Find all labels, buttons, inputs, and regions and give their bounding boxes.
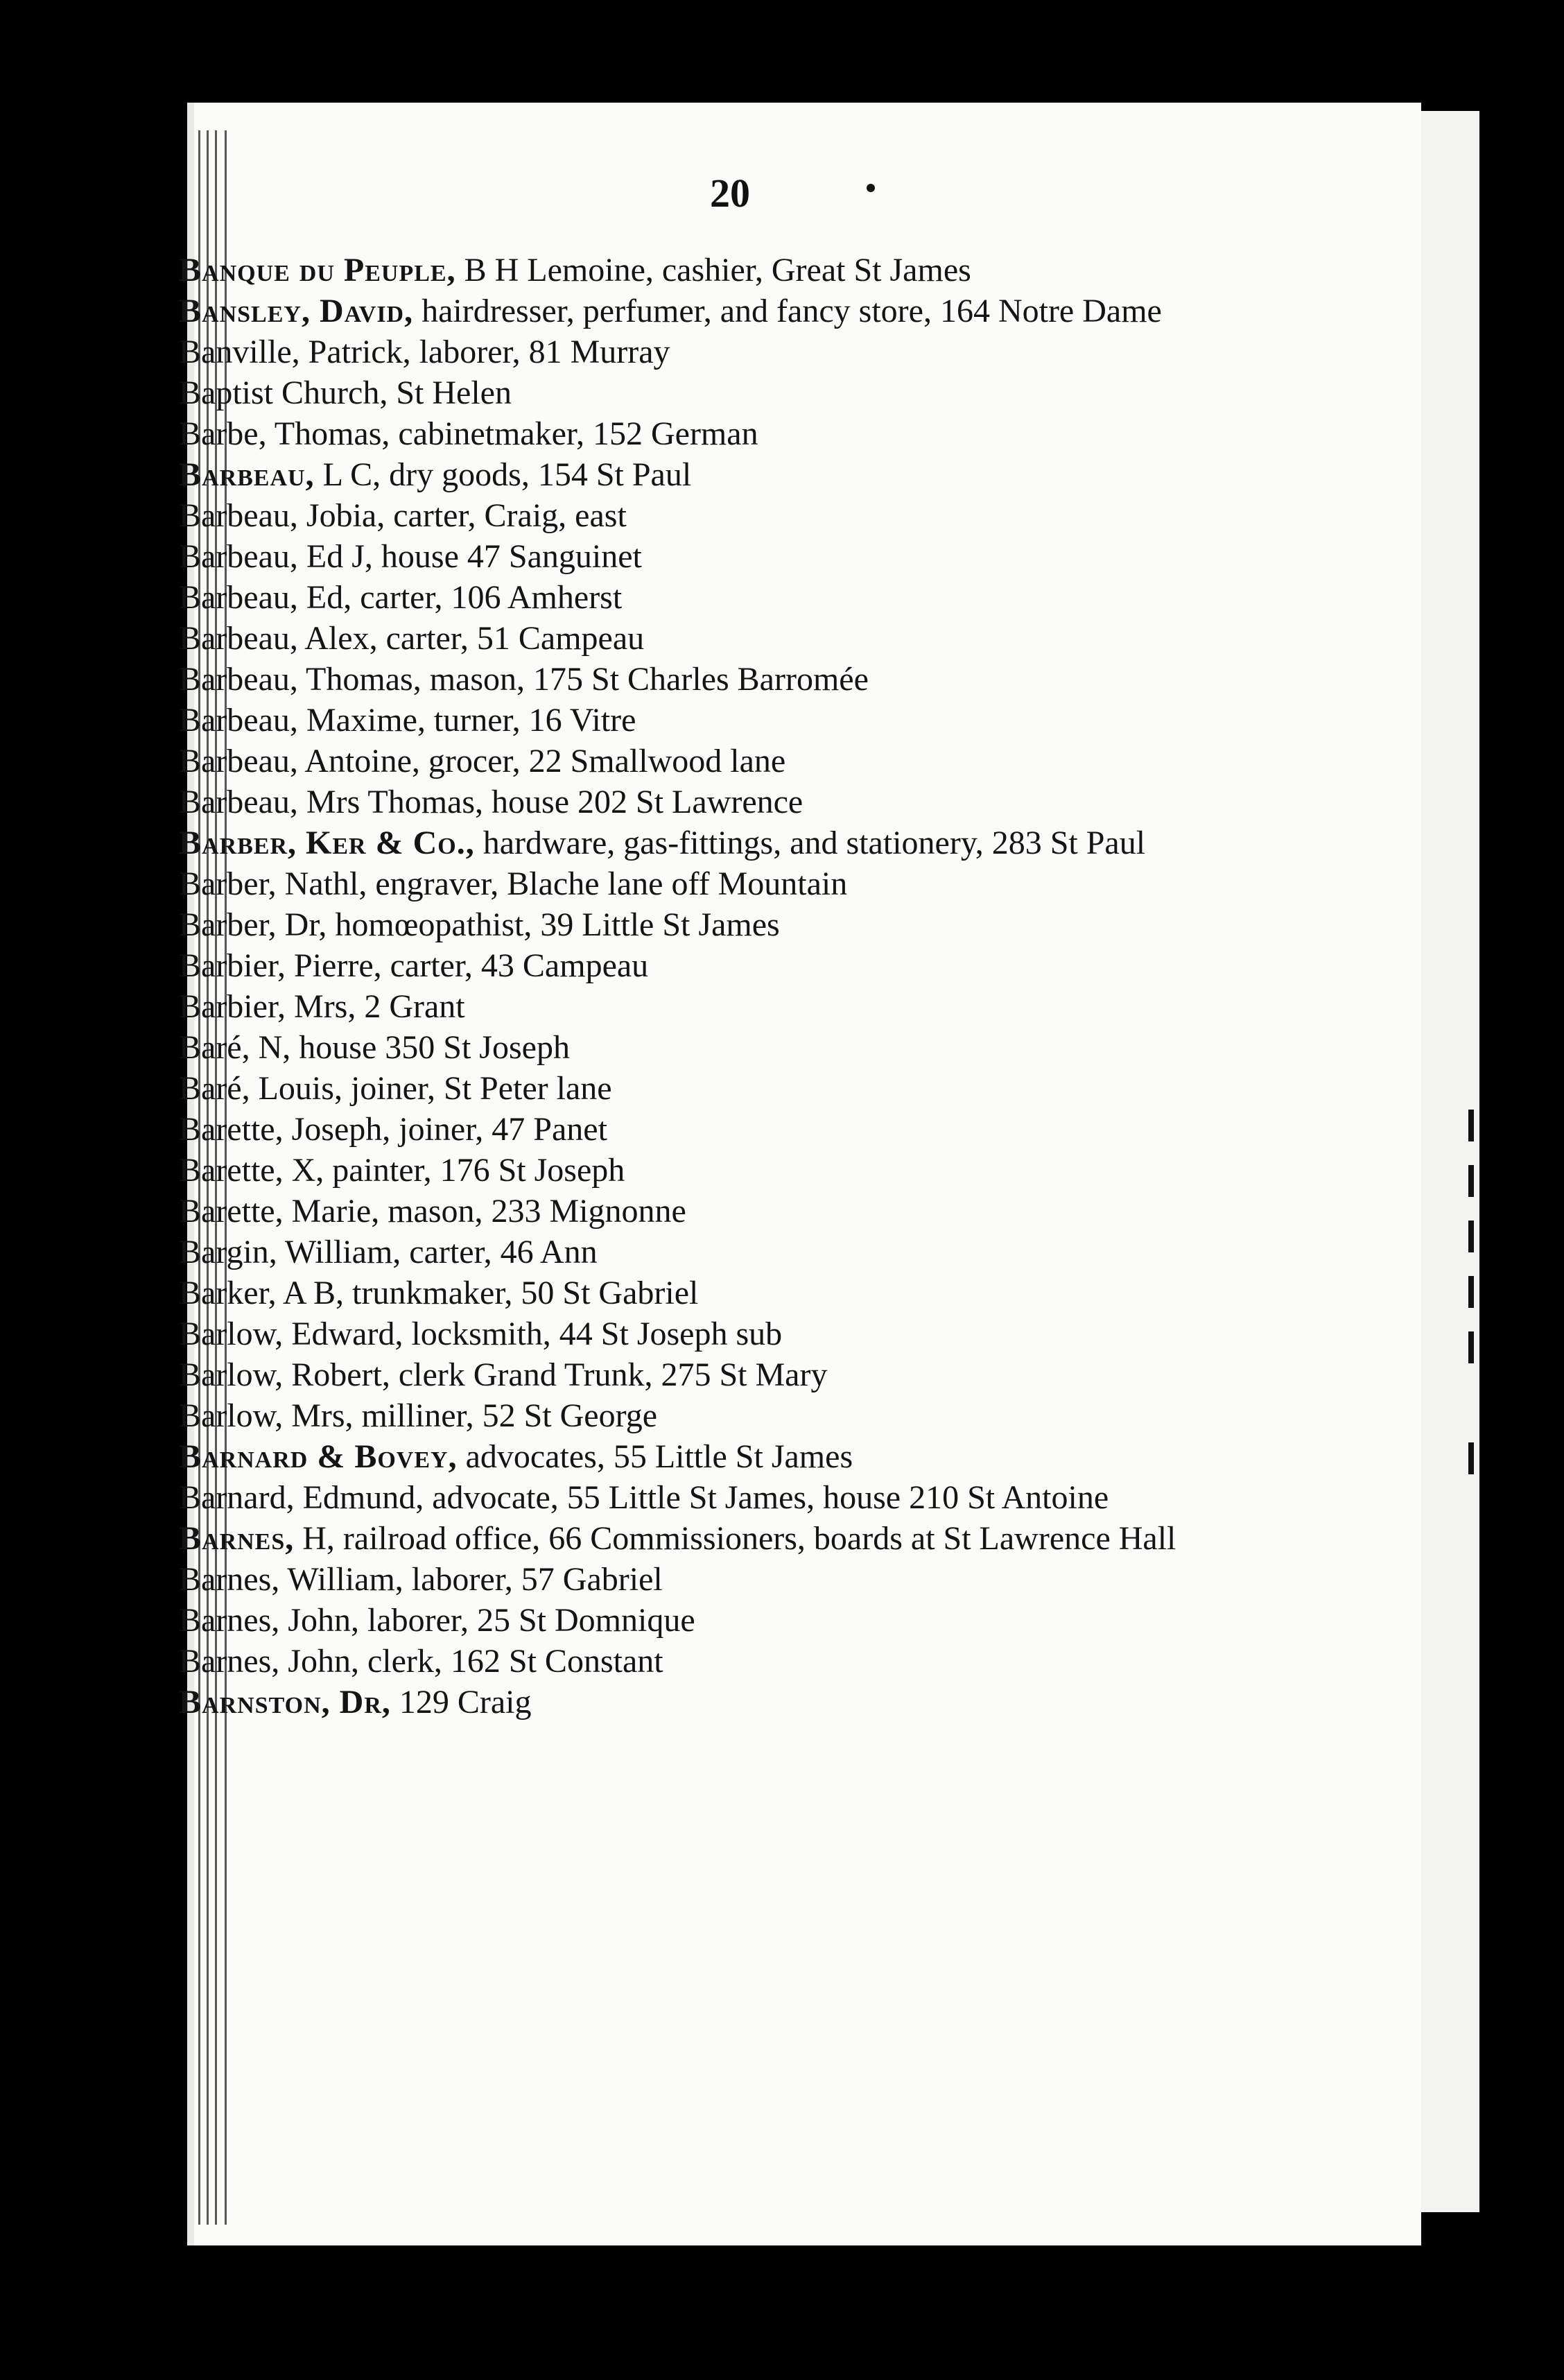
entry-text: Barnes, William, laborer, 57 Gabriel — [179, 1561, 663, 1598]
entry-text: Barbeau, Antoine, grocer, 22 Smallwood lane — [179, 743, 786, 779]
directory-entry — [179, 1191, 1288, 1232]
entry-text: H, railroad office, 66 Commissioners, boards at St Lawrence Hall — [294, 1520, 1176, 1557]
directory-entry — [179, 700, 1288, 741]
directory-entry — [179, 945, 1288, 986]
entry-text: Barbeau, Mrs Thomas, house 202 St Lawrence — [179, 784, 803, 820]
directory-entry — [179, 1354, 1288, 1395]
entry-text: hairdresser, perfumer, and fancy store, 164 Notre Dame — [413, 293, 1162, 329]
directory-entry — [179, 413, 1288, 454]
entry-text: Baptist Church, St Helen — [179, 374, 512, 411]
directory-entry — [179, 1600, 1288, 1641]
directory-entry — [179, 1682, 1288, 1723]
directory-entry — [179, 1518, 1288, 1559]
entry-text: Barbier, Mrs, 2 Grant — [179, 988, 465, 1025]
directory-entry — [179, 372, 1288, 413]
directory-entry — [179, 1068, 1288, 1109]
entry-text: Baré, Louis, joiner, St Peter lane — [179, 1070, 612, 1107]
entry-text: Barlow, Mrs, milliner, 52 St George — [179, 1397, 657, 1434]
margin-mark — [1468, 1221, 1474, 1252]
entry-text: hardware, gas-fittings, and stationery, 283 St Paul — [474, 825, 1146, 861]
entry-text: Barbeau, Alex, carter, 51 Campeau — [179, 620, 645, 657]
entry-text: Banville, Patrick, laborer, 81 Murray — [179, 334, 670, 370]
directory-entry — [179, 659, 1288, 700]
directory-entry — [179, 863, 1288, 904]
entry-heading: Barnes, — [179, 1520, 295, 1557]
directory-entry — [179, 782, 1288, 822]
margin-mark — [1468, 1110, 1474, 1141]
directory-entry — [179, 1313, 1288, 1354]
page-number-text: 20 — [710, 171, 750, 216]
entry-text: L C, dry goods, 154 St Paul — [314, 456, 692, 493]
adjacent-page-edge — [1414, 111, 1479, 2212]
directory-entry — [179, 822, 1288, 863]
directory-entry — [179, 454, 1288, 495]
directory-entry — [179, 1395, 1288, 1436]
entry-text: Baré, N, house 350 St Joseph — [179, 1029, 570, 1066]
entry-heading: Bansley, David, — [179, 293, 414, 329]
directory-entry — [179, 741, 1288, 782]
entry-text: B H Lemoine, cashier, Great St James — [455, 252, 971, 288]
margin-mark — [1468, 1331, 1474, 1363]
directory-entry — [179, 1273, 1288, 1313]
entry-text: Barnard, Edmund, advocate, 55 Little St James, house 210 St Antoine — [179, 1479, 1109, 1516]
entry-text: Barbeau, Ed, carter, 106 Amherst — [179, 579, 623, 616]
print-dot — [867, 184, 875, 192]
entry-text: Barette, Marie, mason, 233 Mignonne — [179, 1193, 686, 1230]
directory-entry — [179, 1641, 1288, 1682]
entry-text: Bargin, William, carter, 46 Ann — [179, 1234, 598, 1270]
entry-heading: Barbeau, — [179, 456, 315, 493]
directory-entry — [179, 1109, 1288, 1150]
entry-text: Barbeau, Thomas, mason, 175 St Charles Barromée — [179, 661, 869, 698]
entry-text: Barette, X, painter, 176 St Joseph — [179, 1152, 625, 1189]
entry-text: Barber, Nathl, engraver, Blache lane off Mountain — [179, 865, 848, 902]
entry-heading: Barber, Ker & Co., — [179, 825, 475, 861]
entry-text: Barbe, Thomas, cabinetmaker, 152 German — [179, 415, 758, 452]
entry-text: Barbeau, Ed J, house 47 Sanguinet — [179, 538, 642, 575]
directory-entry — [179, 1477, 1288, 1518]
directory-entry — [179, 250, 1288, 291]
entry-text: Barbier, Pierre, carter, 43 Campeau — [179, 947, 649, 984]
margin-mark — [1468, 1276, 1474, 1308]
entry-heading: Barnston, Dr, — [179, 1684, 391, 1721]
directory-listing — [179, 250, 1288, 1723]
directory-entry — [179, 904, 1288, 945]
directory-entry — [179, 1027, 1288, 1068]
entry-text: Barlow, Robert, clerk Grand Trunk, 275 St Mary — [179, 1356, 828, 1393]
page-number — [0, 170, 1564, 216]
directory-entry — [179, 618, 1288, 659]
entry-text: 129 Craig — [390, 1684, 532, 1721]
directory-entry — [179, 1232, 1288, 1273]
margin-mark — [1468, 1165, 1474, 1197]
entry-text: advocates, 55 Little St James — [457, 1438, 853, 1475]
directory-entry — [179, 1150, 1288, 1191]
entry-text: Barnes, John, clerk, 162 St Constant — [179, 1643, 663, 1680]
directory-entry — [179, 577, 1288, 618]
entry-text: Barette, Joseph, joiner, 47 Panet — [179, 1111, 607, 1148]
entry-text: Barlow, Edward, locksmith, 44 St Joseph sub — [179, 1316, 783, 1352]
entry-heading: Barnard & Bovey, — [179, 1438, 458, 1475]
directory-entry — [179, 291, 1288, 331]
entry-text: Barber, Dr, homœopathist, 39 Little St James — [179, 906, 780, 943]
directory-entry — [179, 331, 1288, 372]
directory-entry — [179, 536, 1288, 577]
entry-text: Barbeau, Maxime, turner, 16 Vitre — [179, 702, 636, 739]
entry-text: Barbeau, Jobia, carter, Craig, east — [179, 497, 627, 534]
directory-entry — [179, 986, 1288, 1027]
entry-text: Barker, A B, trunkmaker, 50 St Gabriel — [179, 1275, 699, 1311]
entry-heading: Banque du Peuple, — [179, 252, 456, 288]
directory-entry — [179, 495, 1288, 536]
directory-entry — [179, 1436, 1288, 1477]
margin-mark — [1468, 1442, 1474, 1474]
directory-entry — [179, 1559, 1288, 1600]
entry-text: Barnes, John, laborer, 25 St Domnique — [179, 1602, 695, 1639]
